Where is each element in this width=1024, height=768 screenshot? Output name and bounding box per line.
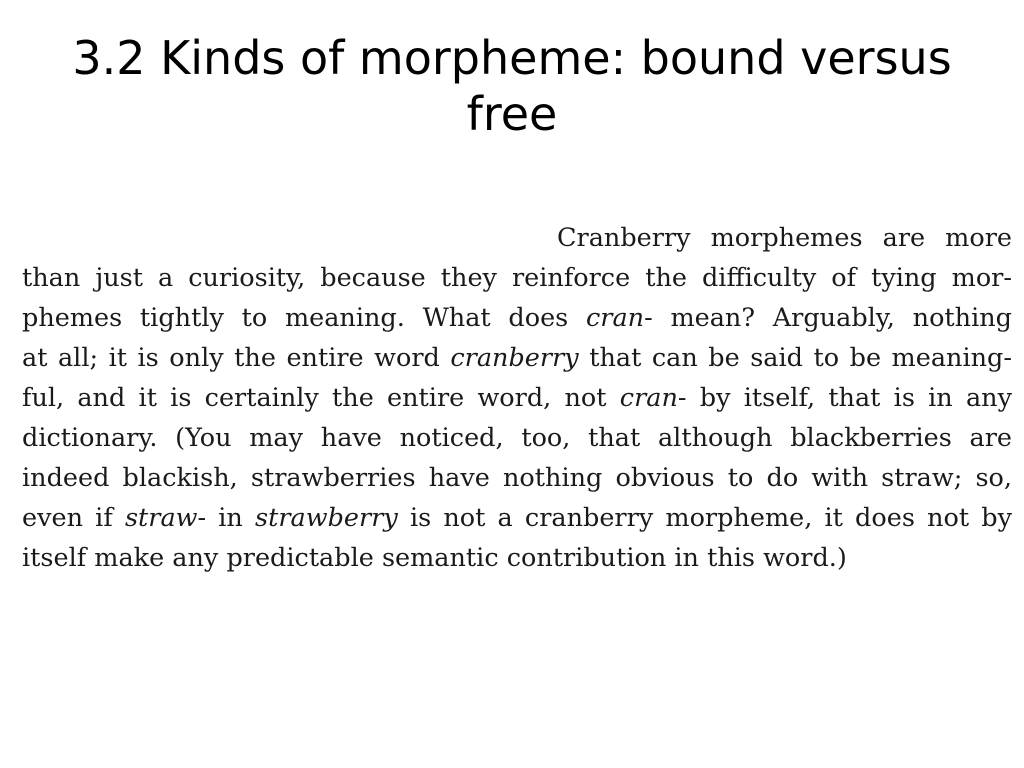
italic-term: cranberry bbox=[450, 343, 579, 373]
italic-term: straw bbox=[124, 503, 198, 533]
text-line: dictionary. (You may have noticed, too, that although blackberries are bbox=[22, 423, 1012, 453]
text-line: Cranberry morphemes are more bbox=[557, 223, 1012, 253]
text-line: ful, and it is certainly the entire word, not cran- by itself, that is in any bbox=[22, 383, 1012, 413]
slide-title: 3.2 Kinds of morpheme: bound versus free bbox=[72, 31, 952, 141]
text-line: indeed blackish, strawberries have nothing obvious to do with straw; so, bbox=[22, 463, 1012, 493]
scanned-text-passage bbox=[22, 218, 1012, 578]
text-line: at all; it is only the entire word cranberry that can be said to be meaning- bbox=[22, 343, 1012, 373]
text-line: itself make any predictable semantic contribution in this word.) bbox=[22, 543, 847, 573]
italic-term: strawberry bbox=[255, 503, 398, 533]
italic-term: cran bbox=[619, 383, 678, 413]
text-line: even if straw- in strawberry is not a cranberry morpheme, it does not by bbox=[22, 503, 1012, 533]
text-line: than just a curiosity, because they reinforce the difficulty of tying mor- bbox=[22, 263, 1012, 293]
text-line: phemes tightly to meaning. What does cran- mean? Arguably, nothing bbox=[22, 303, 1012, 333]
italic-term: cran bbox=[586, 303, 645, 333]
